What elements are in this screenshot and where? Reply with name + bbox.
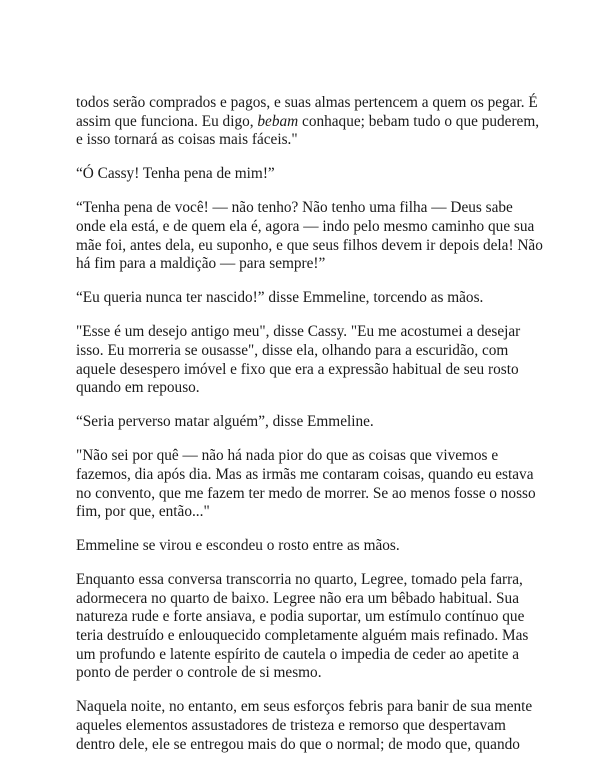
text-segment: há fim para a maldição — para sempre!” [76,255,326,273]
paragraph [76,447,534,521]
text-line [76,608,534,627]
paragraph [76,413,534,432]
text-segment: “Seria perverso matar alguém”, disse Emmeline. [76,413,374,431]
text-segment: fazemos, dia após dia. Mas as irmãs me contaram coisas, quando eu estava [76,465,534,483]
text-line [76,131,534,150]
paragraph [76,323,534,397]
text-segment: adormecera no quarto de baixo. Legree não era um bêbado habitual. Sua [76,589,519,607]
text-segment: natureza rude e forte ansiava, e podia suportar, um estímulo contínuo que [76,608,525,626]
text-line [76,218,534,237]
paragraph [76,571,534,683]
text-line [76,342,534,361]
text-line [76,590,534,609]
paragraph [76,698,534,754]
paragraph [76,94,540,150]
text-line [76,361,534,380]
emphasized-text: bebam [257,112,299,130]
text-segment: dentro dele, ele se entregou mais do que o normal; de modo que, quando [76,735,520,753]
text-line [76,571,534,590]
text-line [76,646,534,665]
text-segment: Emmeline se virou e escondeu o rosto entre as mãos. [76,537,400,555]
text-segment: fim, por que, então..." [76,503,210,521]
text-segment: Enquanto essa conversa transcorria no quarto, Legree, tomado pela farra, [76,571,523,589]
text-segment: Naquela noite, no entanto, em seus esforços febris para banir de sua mente [76,698,533,716]
text-line [76,537,534,556]
text-line [76,255,534,274]
text-segment: mãe foi, antes dela, eu suponho, e que seus filhos devem ir depois dela! Não [76,236,543,254]
text-segment: quando em repouso. [76,379,200,397]
text-line [76,94,538,113]
text-segment: isso. Eu morreria se ousasse", disse ela, olhando para a escuridão, com [76,341,509,359]
paragraph [76,537,534,556]
text-line [76,413,534,432]
text-segment: conhaque; bebam tudo o que puderem, [298,112,540,130]
text-segment: um profundo e latente espírito de cautela o impedia de ceder ao apetite a [76,645,519,663]
text-segment: aquele desespero imóvel e fixo que era a expressão habitual de seu rosto [76,360,519,378]
text-line [76,379,534,398]
paragraph [76,165,534,184]
text-line [76,112,540,132]
text-segment: aqueles elementos assustadores de tristeza e remorso que despertavam [76,716,506,734]
text-line [76,717,534,736]
text-line [76,466,534,485]
text-segment: todos serão comprados e pagos, e suas almas pertencem a quem os pegar. É [76,94,538,111]
text-line [76,736,534,755]
document-page [76,94,543,770]
text-line [76,485,534,504]
text-segment: no convento, que me fazem ter medo de morrer. Se ao menos fosse o nosso [76,484,536,502]
text-segment: teria destruído e enlouquecido completamente alguém mais refinado. Mas [76,627,529,645]
text-line [76,236,543,256]
text-line [76,289,534,308]
paragraph [76,199,543,273]
text-segment: ponto de perder o controle de si mesmo. [76,664,322,682]
text-line [76,503,534,522]
text-segment: “Tenha pena de você! — não tenho? Não tenho uma filha — Deus sabe [76,199,513,217]
paragraph [76,289,534,308]
text-line [76,698,534,717]
text-segment: “Ó Cassy! Tenha pena de mim!” [76,165,275,183]
text-line [76,664,534,683]
text-line [76,323,534,342]
text-segment: “Eu queria nunca ter nascido!” disse Emmeline, torcendo as mãos. [76,289,484,307]
text-line [76,199,534,218]
text-line [76,627,534,646]
text-segment: onde ela está, e de quem ela é, agora — indo pelo mesmo caminho que sua [76,217,535,235]
text-segment: "Esse é um desejo antigo meu", disse Cassy. "Eu me acostumei a desejar [76,323,521,341]
text-segment: assim que funciona. Eu digo, [76,112,258,130]
text-segment: "Não sei por quê — não há nada pior do que as coisas que vivemos e [76,447,499,465]
text-line [76,165,534,184]
text-segment: e isso tornará as coisas mais fáceis." [76,131,298,149]
text-line [76,447,534,466]
